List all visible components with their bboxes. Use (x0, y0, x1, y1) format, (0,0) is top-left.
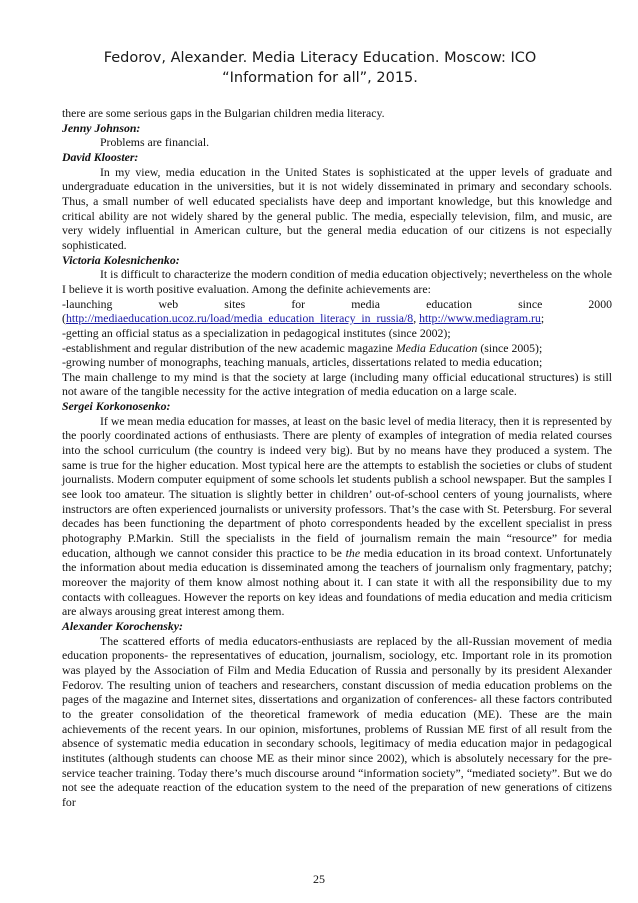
paragraph-intro: there are some serious gaps in the Bulgarian children media literacy. (62, 106, 385, 120)
paragraph-johnson: Problems are financial. (100, 135, 210, 150)
magazine-text-pre: -establishment and regular distribution of the new academic magazine (62, 340, 396, 355)
list-item-links (62, 311, 612, 326)
page-body (62, 106, 612, 810)
list-item-launching: -launching web sites for media education since 2000 (62, 296, 612, 311)
speaker-heading-korkonosenko: Sergei Korkonosenko: (62, 399, 171, 414)
korkonosenko-emphasis: the (345, 545, 361, 560)
korkonosenko-text-b: media education in its broad context. Unfortunately the information about media education is disseminated among the teachers of journalism only fragmentary, patchy; moreover the majority of them know almost nothing about it. I can state it with all the responsibility due to my contacts with colleagues. However the reports on key ideas and foundations of media education and media criticism are always arousing great interest among them. (62, 545, 613, 619)
magazine-text-post: (since 2005); (477, 340, 543, 355)
link-mediaeducation[interactable]: http://mediaeducation.ucoz.ru/load/media_education_literacy_in_russia/8 (65, 311, 414, 326)
korkonosenko-text-a: If we mean media education for masses, at least on the basic level of media literacy, then it is represented by the poorly coordinated actions of enthusiasts. There are plenty of examples of integration of media related courses into the school curriculum (the country is indeed very big). But by no means have they produced a system. The same is true for the higher education. Most typical here are the attempts to establish the societies or clubs of student journalists. Modern computer equipment of some schools let students publish a school newspaper. But the samples I see look too amateur. The situation is slightly better in children’ out-of-school centers of young journalists, where instructors are often experienced journalists or university professors. That’s the case with St. Petersburg. For several decades has been functioning the department of photo correspondents headed by the excellent specialist in press photography P.Markin. Still the specialists in the field of journalism remain the main “resource” for media education, although we cannot consider this practice to be (62, 413, 612, 560)
list-item-magazine (62, 341, 612, 356)
paragraph-klooster: In my view, media education in the United States is sophisticated at the upper levels of graduate and undergraduate education in the universities, but it is not widely disseminated in primary and secondary schools. Thus, a small number of well educated specialists have deep and important knowledge, but this knowledge and critical ability are not widely shared by the general public. The media, especially television, film, and music, are very widely influential in American culture, but the general media education of our citizens is not especially sophisticated. (62, 164, 612, 252)
link-open-paren: ( (62, 311, 66, 326)
header-line-2: “Information for all”, 2015. (222, 70, 418, 86)
speaker-heading-kolesnichenko: Victoria Kolesnichenko: (62, 252, 180, 267)
list-item-monographs: -growing number of monographs, teaching manuals, articles, dissertations related to media education; (62, 355, 543, 370)
link-mediagram[interactable]: http://www.mediagram.ru (419, 311, 541, 326)
link-close: ; (540, 311, 545, 326)
running-header (60, 48, 580, 88)
link-separator: , (413, 311, 420, 326)
list-item-status: -getting an official status as a specialization in pedagogical institutes (since 2002); (62, 325, 451, 340)
paragraph-korkonosenko (62, 414, 612, 619)
speaker-heading-klooster: David Klooster: (62, 149, 139, 164)
speaker-heading-johnson: Jenny Johnson: (62, 120, 141, 135)
speaker-heading-korochensky: Alexander Korochensky: (62, 618, 183, 633)
header-line-1: Fedorov, Alexander. Media Literacy Education. Moscow: ICO (103, 50, 537, 66)
paragraph-kolesnichenko: It is difficult to characterize the modern condition of media education objectively; nevertheless on the whole I believe it is worth positive evaluation. Among the definite achievements are: (62, 267, 612, 296)
page-number: 25 (313, 872, 325, 886)
paragraph-korochensky: The scattered efforts of media educators-enthusiasts are replaced by the all-Russian movement of media education proponents- the representatives of education, journalism, sociology, etc. Important role in its promotion was played by the Association of Film and Media Education of Russia and personally by its president Alexander Fedorov. The resulting union of teachers and researchers, constant discussion of media education problems on the pages of the magazine and Internet sites, dissertations and organization of conferences- all these factors contributed to the greater consolidation of the theoretical framework of media education (ME). These are the main achievements of the recent years. In our opinion, misfortunes, problems of Russian ME first of all result from the absence of systematic media education in secondary schools, legitimacy of media education major in pedagogical institutes (although students can choose ME as their minor since 2002), which is absolutely necessary for the pre-service teacher training. Today there’s much discourse around “information society”, “mediated society”. But we do not see the adequate reaction of the education system to the need of the preparation of new generations of citizens for (62, 633, 612, 809)
paragraph-challenge: The main challenge to my mind is that the society at large (including many official educational structures) is still not aware of the tangible necessity for the active integration of media education on a large scale. (62, 369, 612, 399)
magazine-title: Media Education (395, 340, 478, 355)
